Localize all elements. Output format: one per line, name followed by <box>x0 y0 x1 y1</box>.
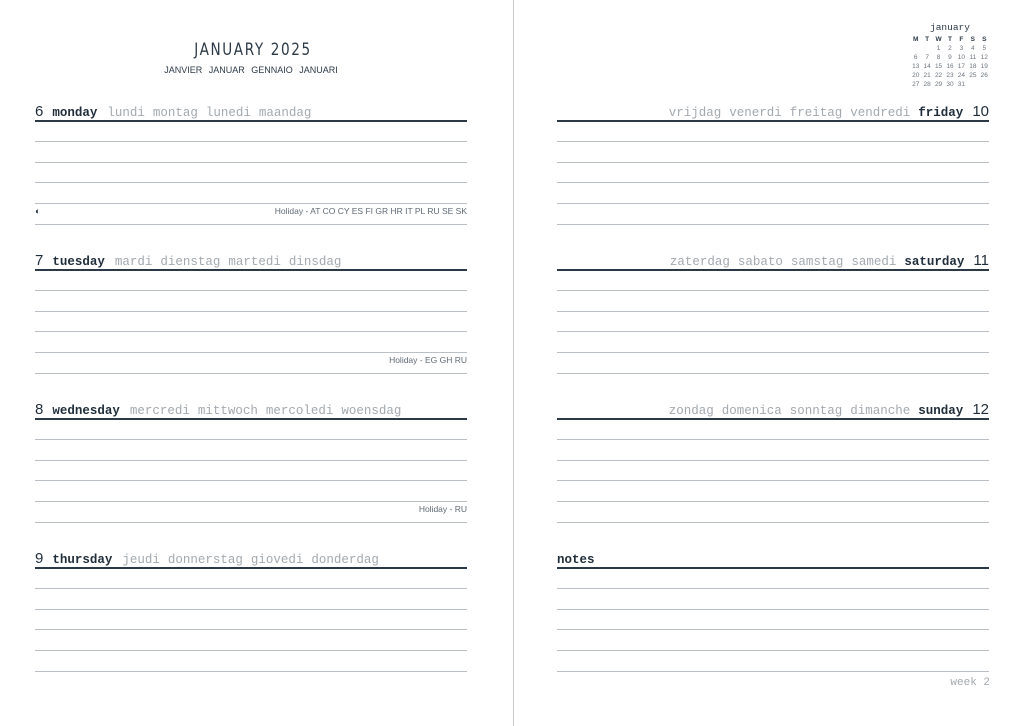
mini-calendar-weekday: T <box>948 36 952 43</box>
mini-calendar-weekday: S <box>982 36 987 43</box>
day-header-rule[interactable] <box>557 269 989 271</box>
mini-calendar-day <box>967 80 978 89</box>
mini-calendar-day: 2 <box>948 45 952 52</box>
day-translation: woensdag <box>341 404 402 418</box>
writing-line[interactable] <box>557 609 989 610</box>
day-header <box>35 546 467 567</box>
day-header-rule[interactable] <box>557 120 989 122</box>
writing-line[interactable] <box>557 460 989 461</box>
mini-calendar-day: 16 <box>946 63 954 70</box>
day-number: 12 <box>972 401 989 418</box>
writing-line[interactable] <box>557 290 989 291</box>
day-translation: mardi <box>114 255 153 269</box>
writing-line[interactable] <box>557 224 989 225</box>
mini-calendar-day: 3 <box>959 45 964 52</box>
mini-calendar <box>910 22 990 89</box>
day-number: 11 <box>973 252 989 269</box>
writing-line[interactable] <box>35 141 467 142</box>
day-section <box>35 99 467 247</box>
day-header-rule[interactable] <box>557 567 989 569</box>
day-translation: lunedi <box>205 106 251 120</box>
day-header-rule[interactable] <box>35 567 467 569</box>
writing-line[interactable] <box>557 588 989 589</box>
day-translation: sonntag <box>789 404 843 418</box>
day-number: 10 <box>972 103 989 120</box>
writing-line[interactable] <box>557 162 989 163</box>
mini-calendar-day: 12 <box>980 54 988 61</box>
day-header-rule[interactable] <box>557 418 989 420</box>
day-name: notes <box>557 553 595 567</box>
day-section <box>557 546 989 694</box>
writing-line[interactable] <box>35 331 467 332</box>
writing-line[interactable] <box>557 373 989 374</box>
writing-line[interactable] <box>557 352 989 353</box>
day-header <box>557 546 989 567</box>
mini-calendar-day: 6 <box>913 54 918 61</box>
mini-calendar-day: 22 <box>934 72 943 79</box>
day-section <box>35 397 467 545</box>
writing-line[interactable] <box>35 480 467 481</box>
writing-line[interactable] <box>35 311 467 312</box>
writing-line[interactable] <box>557 203 989 204</box>
right-page <box>514 0 1024 726</box>
day-name: tuesday <box>52 255 105 269</box>
mini-calendar-day: 17 <box>957 63 966 70</box>
day-translation: giovedi <box>250 553 304 567</box>
day-name: wednesday <box>52 404 120 418</box>
writing-line[interactable] <box>557 501 989 502</box>
mini-calendar-day: 30 <box>946 81 954 88</box>
mini-calendar-day <box>910 44 921 53</box>
day-translation: dimanche <box>850 404 911 418</box>
day-number: 8 <box>35 401 44 418</box>
writing-line[interactable] <box>35 650 467 651</box>
day-translation: maandag <box>258 106 312 120</box>
day-translation: vendredi <box>850 106 911 120</box>
writing-line[interactable] <box>35 588 467 589</box>
mini-calendar-day: 26 <box>980 72 988 79</box>
mini-calendar-day: 13 <box>912 63 920 70</box>
mini-calendar-day: 23 <box>946 72 954 79</box>
writing-line[interactable] <box>557 650 989 651</box>
writing-line[interactable] <box>557 629 989 630</box>
day-translation: montag <box>152 106 198 120</box>
month-translations: JANVIER JANUAR GENNAIO JANUARI <box>164 65 338 75</box>
week-number: week 2 <box>950 677 990 689</box>
day-section <box>557 397 989 545</box>
day-translation: zondag <box>668 404 714 418</box>
day-translation: samstag <box>790 255 844 269</box>
day-translation: lundi <box>107 106 145 120</box>
day-header <box>557 397 989 418</box>
day-header-rule[interactable] <box>35 418 467 420</box>
mini-calendar-day: 18 <box>969 63 977 70</box>
day-translation: sabato <box>737 255 783 269</box>
writing-line[interactable] <box>35 203 467 204</box>
mini-calendar-day: 21 <box>923 72 931 79</box>
mini-calendar-day: 25 <box>969 72 977 79</box>
writing-line[interactable] <box>557 480 989 481</box>
day-header <box>35 397 467 418</box>
day-header <box>35 99 467 120</box>
day-section <box>35 546 467 694</box>
day-name: thursday <box>52 553 113 567</box>
mini-calendar-day: 19 <box>980 63 988 70</box>
writing-line[interactable] <box>35 522 467 523</box>
mini-calendar-day: 27 <box>912 81 920 88</box>
writing-line[interactable] <box>557 182 989 183</box>
writing-line[interactable] <box>557 439 989 440</box>
mini-calendar-day: 5 <box>982 45 987 52</box>
day-translation: venerdi <box>729 106 782 120</box>
month-title: JANUARY 2025 <box>194 40 312 60</box>
mini-calendar-weekday: M <box>913 36 919 43</box>
day-section <box>35 248 467 396</box>
mini-calendar-day: 31 <box>957 81 966 88</box>
mini-calendar-day: 9 <box>948 54 952 61</box>
writing-line[interactable] <box>35 224 467 225</box>
mini-calendar-day: 4 <box>971 45 975 52</box>
day-translation: mercredi <box>129 404 190 418</box>
writing-line[interactable] <box>35 290 467 291</box>
holiday-note: Holiday - EG GH RU <box>389 355 467 365</box>
writing-line[interactable] <box>35 162 467 163</box>
day-translation: samedi <box>851 255 897 269</box>
mini-calendar-day: 20 <box>912 72 920 79</box>
holiday-note: Holiday - AT CO CY ES FI GR HR IT PL RU SE SK <box>274 206 467 216</box>
mini-calendar-title: january <box>930 22 970 33</box>
writing-line[interactable] <box>557 671 989 672</box>
day-translation: jeudi <box>122 553 160 567</box>
day-header-rule[interactable] <box>35 120 467 122</box>
day-number: 7 <box>35 252 44 269</box>
day-translation: donnerstag <box>167 553 243 567</box>
mini-calendar-weekday: S <box>970 36 976 43</box>
day-section <box>557 99 989 247</box>
writing-line[interactable] <box>557 331 989 332</box>
day-translation: mittwoch <box>197 404 258 418</box>
day-name: friday <box>918 106 964 120</box>
mini-calendar-day <box>979 80 990 89</box>
mini-calendar-day: 10 <box>957 54 966 61</box>
day-header <box>557 99 989 120</box>
day-header-rule[interactable] <box>35 269 467 271</box>
writing-line[interactable] <box>35 609 467 610</box>
mini-calendar-day: 11 <box>969 54 977 61</box>
mini-calendar-day: 24 <box>957 72 966 79</box>
writing-line[interactable] <box>35 439 467 440</box>
mini-calendar-day: 14 <box>923 63 931 70</box>
writing-line[interactable] <box>35 352 467 353</box>
writing-line[interactable] <box>35 501 467 502</box>
day-translation: donderdag <box>311 553 379 567</box>
day-translation: dinsdag <box>288 255 342 269</box>
day-header <box>557 248 989 269</box>
day-section <box>557 248 989 396</box>
day-number: 9 <box>35 550 44 567</box>
mini-calendar-weekday: T <box>925 36 930 43</box>
writing-line[interactable] <box>35 629 467 630</box>
mini-calendar-day: 28 <box>923 81 931 88</box>
day-translation: freitag <box>789 106 843 120</box>
day-name: sunday <box>918 404 964 418</box>
mini-calendar-day: 29 <box>934 81 943 88</box>
mini-calendar-weekday: W <box>935 36 942 43</box>
writing-line[interactable] <box>35 373 467 374</box>
day-translation: vrijdag <box>668 106 722 120</box>
mini-calendar-day <box>921 44 932 53</box>
mini-calendar-day: 7 <box>925 54 929 61</box>
writing-line[interactable] <box>557 141 989 142</box>
day-header <box>35 248 467 269</box>
writing-line[interactable] <box>557 311 989 312</box>
mini-calendar-grid <box>910 35 990 89</box>
day-translation: mercoledi <box>265 404 334 418</box>
writing-line[interactable] <box>557 522 989 523</box>
holiday-note: Holiday - RU <box>418 504 467 514</box>
day-translation: zaterdag <box>669 255 730 269</box>
day-translation: martedi <box>228 255 281 269</box>
mini-calendar-day: 1 <box>936 45 941 52</box>
day-number: 6 <box>35 103 44 120</box>
writing-line[interactable] <box>35 460 467 461</box>
day-name: saturday <box>904 255 965 269</box>
day-name: monday <box>52 106 98 120</box>
mini-calendar-weekday: F <box>959 36 964 43</box>
mini-calendar-day: 8 <box>936 54 941 61</box>
mini-calendar-day: 15 <box>934 63 943 70</box>
writing-line[interactable] <box>35 182 467 183</box>
moon-phase-icon: ◐ <box>35 206 41 216</box>
day-translation: domenica <box>721 404 782 418</box>
writing-line[interactable] <box>35 671 467 672</box>
day-translation: dienstag <box>160 255 221 269</box>
